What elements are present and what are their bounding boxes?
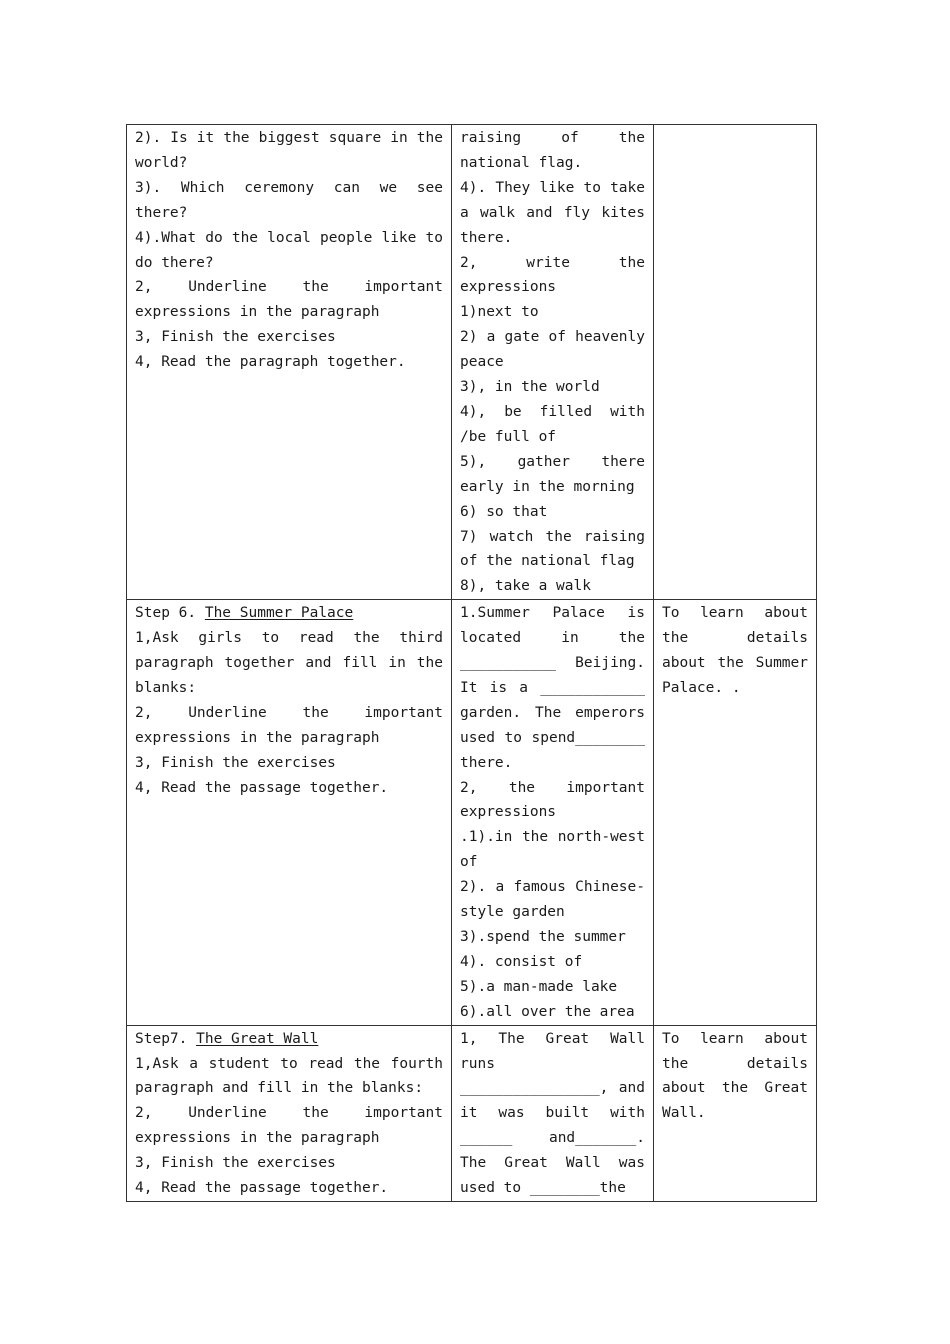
answer-cell	[452, 1025, 654, 1201]
expression-item: 1)next to	[460, 304, 539, 321]
answer-item: 2, write the expressions	[460, 254, 645, 296]
instruction-item: 3, Finish the exercises	[135, 754, 336, 771]
instruction-item: 4, Read the paragraph together.	[135, 354, 406, 371]
instruction-item: 2, Underline the important expressions in the paragraph	[135, 704, 443, 746]
expression-item: 4), be filled with /be full of	[460, 403, 645, 445]
answer-item: 4). They like to take a walk and fly kites there.	[460, 179, 645, 246]
expression-item: 8), take a walk	[460, 578, 591, 595]
instruction-item: 4, Read the passage together.	[135, 1180, 389, 1197]
answer-cell	[452, 600, 654, 1025]
purpose-text: To learn about the details about the Great Wall.	[662, 1030, 808, 1122]
expression-item: 6) so that	[460, 503, 548, 520]
activity-cell	[127, 125, 452, 600]
purpose-cell	[654, 600, 817, 1025]
step-label: Step7.	[135, 1030, 197, 1047]
fill-in-blank: 1.Summer Palace is located in the ___________ Beijing. It is a ____________ garden. The emperors used to spend________ there.	[460, 605, 645, 771]
expression-item: 3).spend the summer	[460, 929, 626, 945]
step-heading	[135, 601, 443, 626]
expression-item: 5), gather there early in the morning	[460, 453, 645, 495]
table-row	[127, 600, 817, 1025]
step-title: The Great Wall	[196, 1030, 319, 1047]
expression-item: 2). a famous Chinese-style garden	[460, 879, 645, 921]
instruction-item: 1,Ask a student to read the fourth paragraph and fill in the blanks:	[135, 1055, 443, 1097]
instruction-item: 3, Finish the exercises	[135, 329, 336, 346]
fill-in-blank: 1, The Great Wall runs ________________, and it was built with ______ and_______. The Great Wall was used to ________the	[460, 1030, 645, 1197]
expression-item: 5).a man-made lake	[460, 978, 618, 995]
lesson-plan-table	[126, 124, 817, 1202]
instruction-item: 2, Underline the important expressions in the paragraph	[135, 279, 443, 321]
purpose-cell	[654, 125, 817, 600]
expression-item: 2) a gate of heavenly peace	[460, 329, 645, 371]
instruction-item: 2, Underline the important expressions in the paragraph	[135, 1105, 443, 1147]
purpose-text: To learn about the details about the Summer Palace. .	[662, 605, 808, 696]
table-row	[127, 1025, 817, 1201]
answer-item: 2, the important expressions	[460, 779, 645, 821]
expression-item: 4). consist of	[460, 953, 583, 970]
expression-item: .1).in the north-west of	[460, 829, 645, 871]
purpose-cell	[654, 1025, 817, 1201]
activity-cell	[127, 1025, 452, 1201]
expression-item: 7) watch the raising of the national flag	[460, 528, 645, 570]
step-title: The Summer Palace	[204, 605, 354, 622]
step-label: Step 6.	[135, 605, 205, 622]
answer-item: raising of the national flag.	[460, 130, 645, 171]
question-item: 2). Is it the biggest square in the world?	[135, 130, 443, 171]
instruction-item: 4, Read the passage together.	[135, 779, 389, 796]
question-item: 4).What do the local people like to do there?	[135, 229, 443, 271]
table-row	[127, 125, 817, 600]
answer-cell	[452, 125, 654, 600]
activity-cell	[127, 600, 452, 1025]
step-heading	[135, 1027, 443, 1052]
expression-item: 3), in the world	[460, 379, 600, 396]
question-item: 3). Which ceremony can we see there?	[135, 179, 443, 221]
expression-item: 6).all over the area	[460, 1003, 635, 1020]
instruction-item: 3, Finish the exercises	[135, 1155, 336, 1172]
instruction-item: 1,Ask girls to read the third paragraph together and fill in the blanks:	[135, 630, 443, 696]
